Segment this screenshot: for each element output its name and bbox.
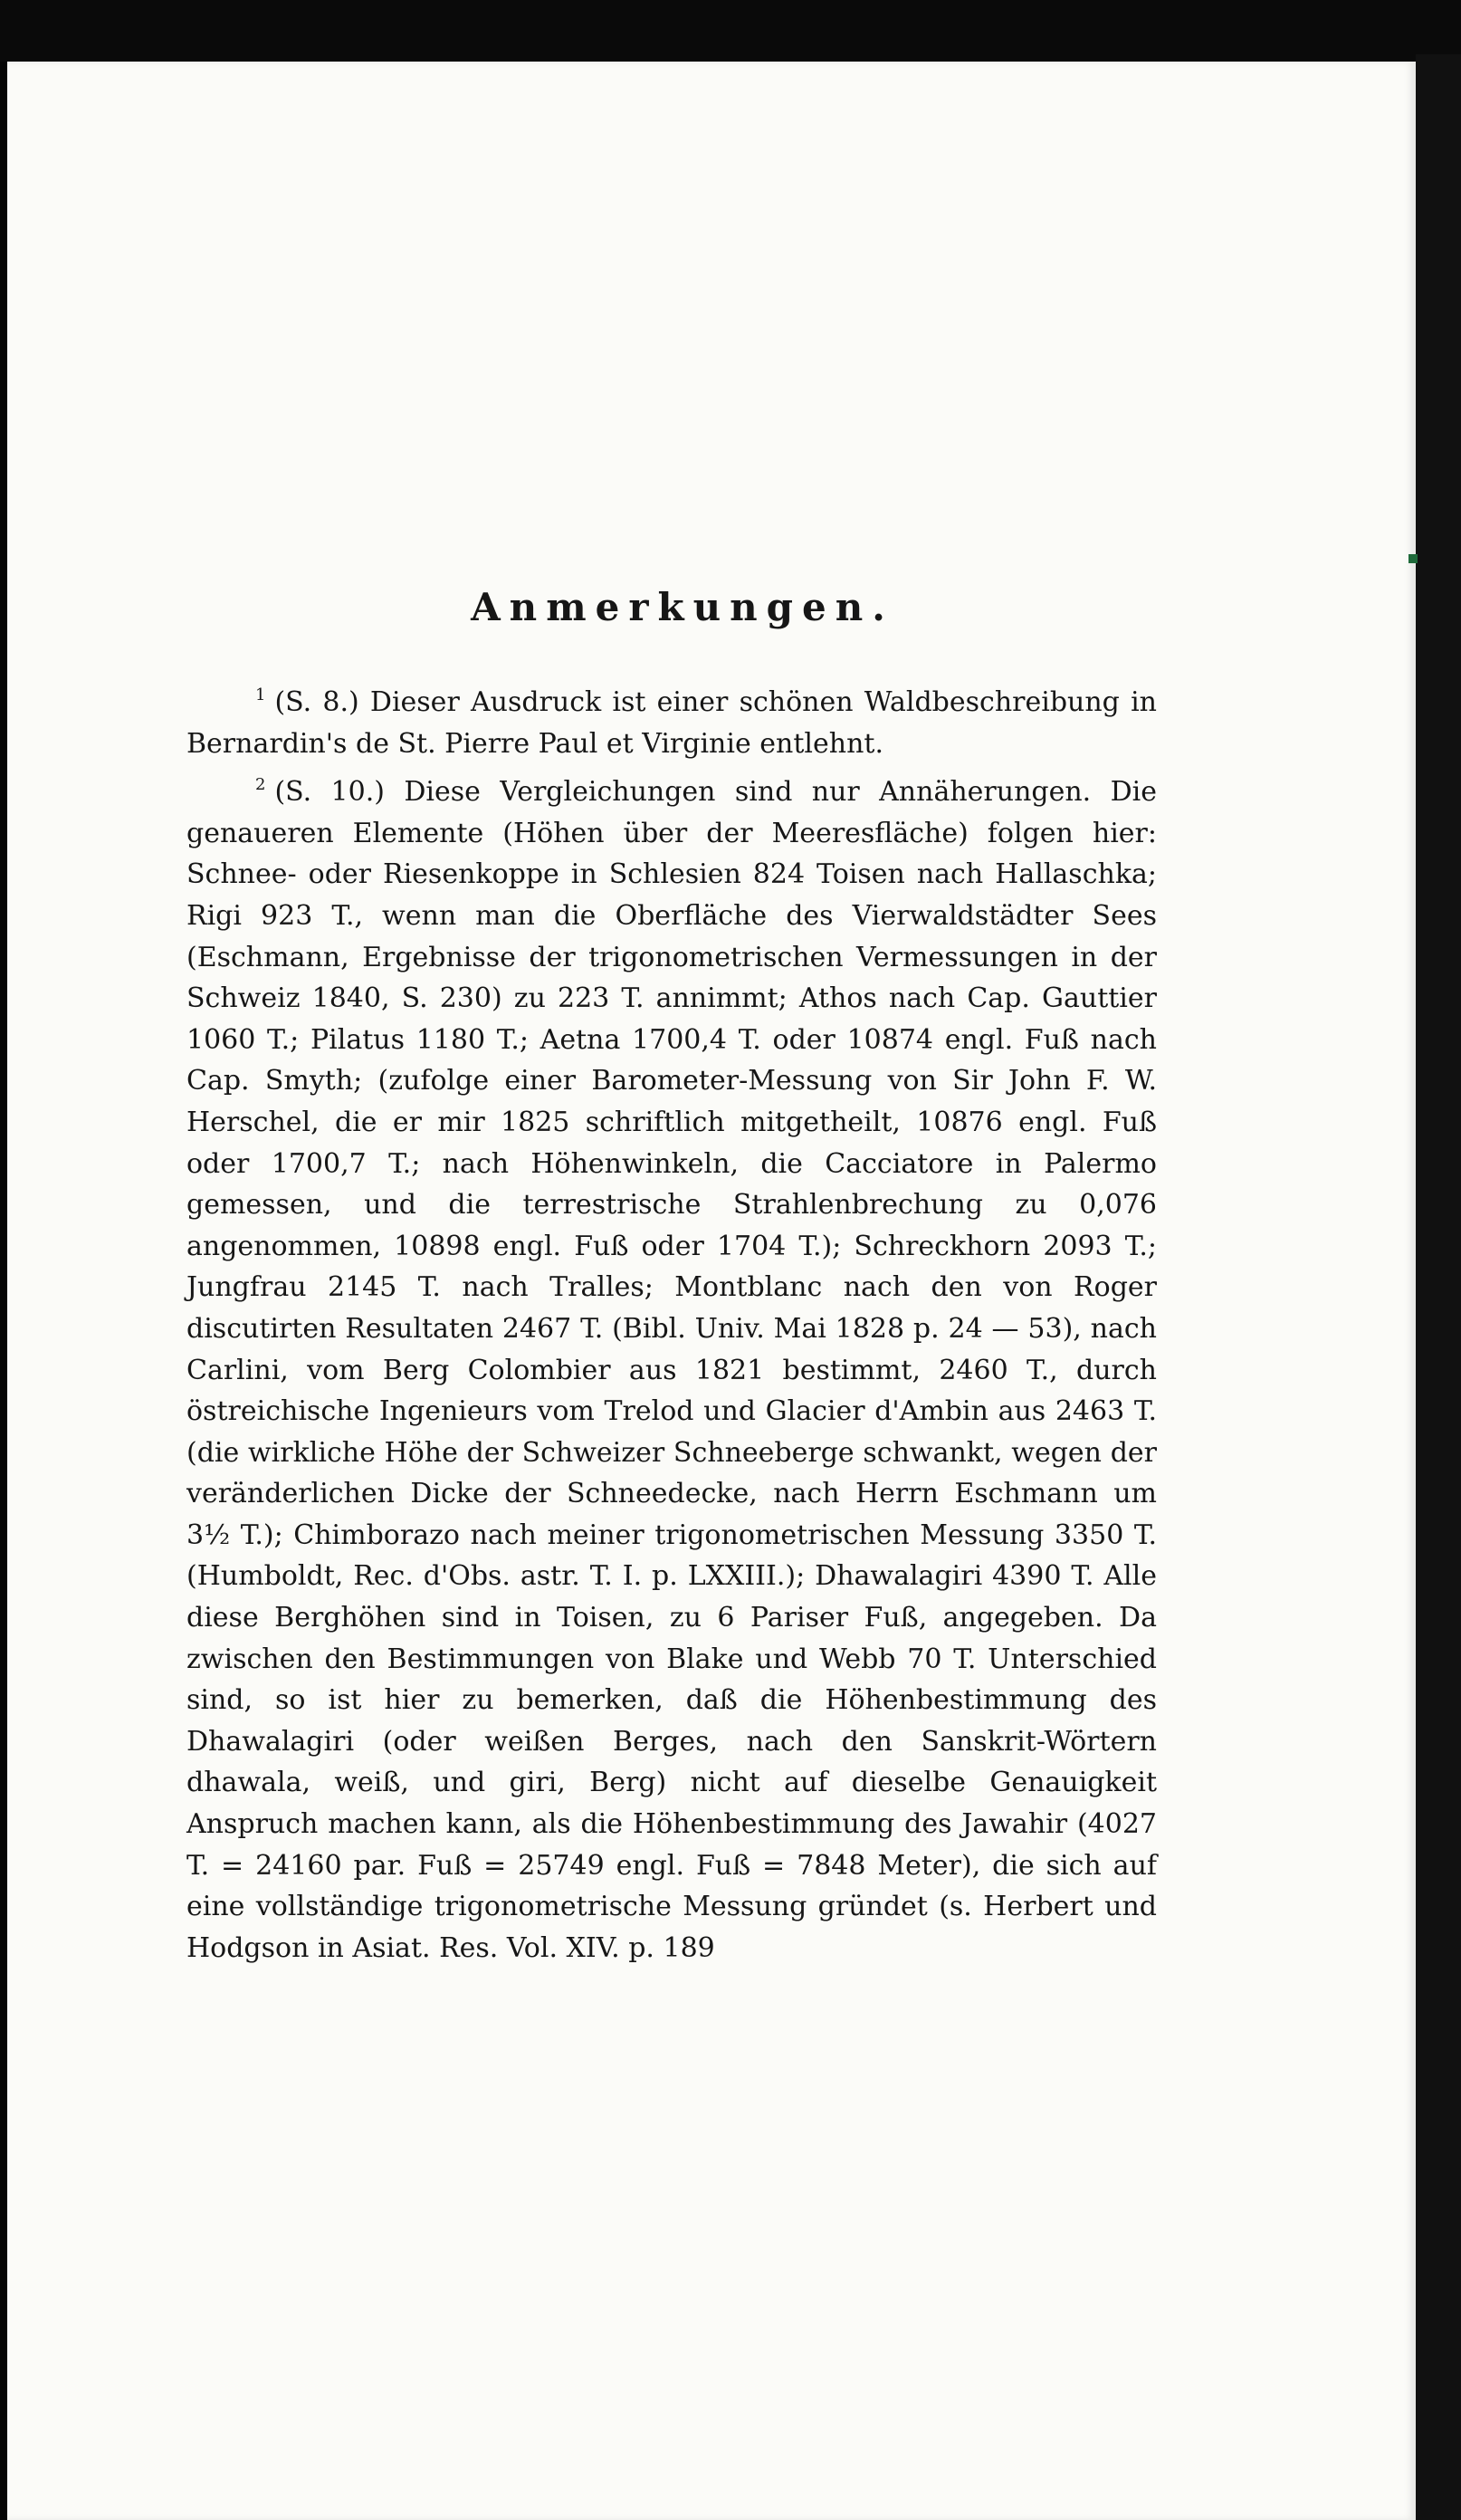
page-edge-mark <box>1408 554 1418 563</box>
footnote-text: (S. 8.) Dieser Ausdruck ist einer schönen Waldbeschreibung in Bernardin's de St. Pierre Paul et Virginie entlehnt. <box>186 686 1157 760</box>
footnote-text: (S. 10.) Diese Vergleichungen sind nur Annäherungen. Die genaueren Elemente (Höhen über der Meeresfläche) folgen hier: Schnee- oder Riesenkoppe in Schlesien 824 Toisen nach Hallaschka; Rigi 923 T., wenn man die Oberfläche des Vierwaldstädter Sees (Eschmann, Ergebnisse der trigonometrischen Vermessungen in der Schweiz 1840, S. 230) zu 223 T. annimmt; Athos nach Cap. Gauttier 1060 T.; Pilatus 1180 T.; Aetna 1700,4 T. oder 10874 engl. Fuß nach Cap. Smyth; (zufolge einer Barometer-Messung von Sir John F. W. Herschel, die er mir 1825 schriftlich mitgetheilt, 10876 engl. Fuß oder 1700,7 T.; nach Höhenwinkeln, die Cacciatore in Palermo gemessen, und die terrestrische Strahlenbrechung zu 0,076 angenommen, 10898 engl. Fuß oder 1704 T.); Schreckhorn 2093 T.; Jungfrau 2145 T. nach Tralles; Montblanc nach den von Roger discutirten Resultaten 2467 T. (Bibl. Univ. Mai 1828 p. 24 — 53), nach Carlini, vom Berg Colombier aus 1821 bestimmt, 2460 T., durch östreichische Ingenieurs vom Trelod und Glacier d'Ambin aus 2463 T. (die wirkliche Höhe der Schweizer Schneeberge schwankt, wegen der veränderlichen Dicke der Schneedecke, nach Herrn Eschmann um 3½ T.); Chimborazo nach meiner trigonometrischen Messung 3350 T. (Humboldt, Rec. d'Obs. astr. T. I. p. LXXIII.); Dhawalagiri 4390 T. Alle diese Berghöhen sind in Toisen, zu 6 Pariser Fuß, angegeben. Da zwischen den Bestimmungen von Blake und Webb 70 T. Unterschied sind, so ist hier zu bemerken, daß die Höhenbestimmung des Dhawalagiri (oder weißen Berges, nach den Sanskrit-Wörtern dhawala, weiß, und giri, Berg) nicht auf dieselbe Genauigkeit Anspruch machen kann, als die Höhenbestimmung des Jawahir (4027 T. = 24160 par. Fuß = 25749 engl. Fuß = 7848 Meter), die sich auf eine vollständige trigonometrische Messung gründet (s. Herbert und Hodgson in Asiat. Res. Vol. XIV. p. 189 <box>186 776 1157 1964</box>
footnote-1 <box>186 675 1157 764</box>
page-heading: Anmerkungen. <box>471 585 894 629</box>
footnote-2 <box>186 764 1157 1969</box>
scan-top-border <box>0 0 1461 62</box>
page-content <box>186 503 1157 1969</box>
footnote-marker: 2 <box>255 775 266 795</box>
scan-right-border <box>1416 54 1461 2520</box>
footnote-marker: 1 <box>255 685 266 704</box>
